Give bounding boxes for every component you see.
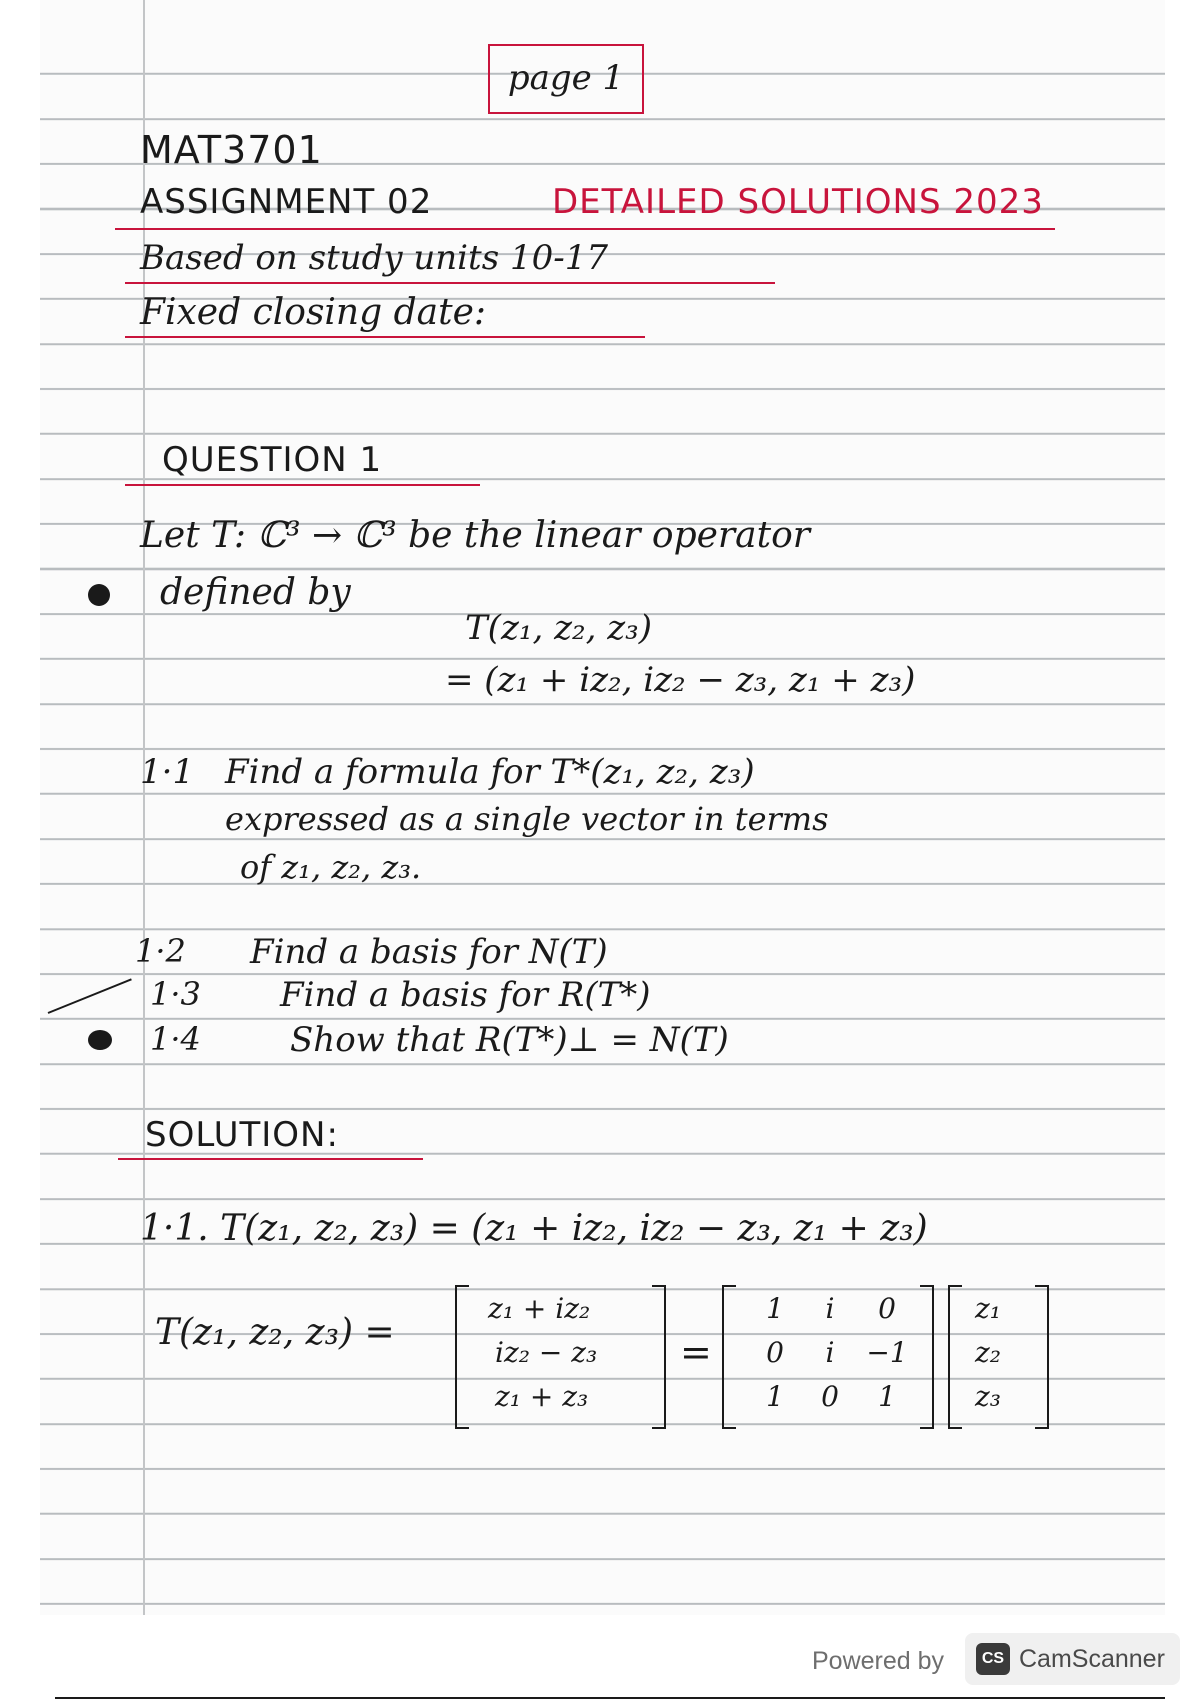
variable-entry: z₃ — [975, 1380, 1001, 1413]
equals-sign: = — [680, 1330, 712, 1374]
part-text: expressed as a single vector in terms — [225, 800, 829, 838]
definition-rhs: = (z₁ + iz₂, iz₂ − z₃, z₁ + z₃) — [445, 660, 916, 700]
part-text: of z₁, z₂, z₃. — [240, 848, 422, 886]
variable-entry: z₁ — [975, 1292, 1001, 1325]
header-underline — [115, 228, 1055, 230]
part-number: 1·3 — [150, 975, 201, 1013]
question-statement-cont: defined by — [160, 572, 351, 613]
part-number: 1·1 — [140, 752, 195, 792]
vector-entry: iz₂ − z₃ — [495, 1336, 598, 1369]
vector-entry: z₁ + iz₂ — [488, 1292, 591, 1325]
matrix-cell: 1 — [766, 1292, 784, 1325]
part-number: 1·4 — [150, 1020, 201, 1058]
question-statement: Let T: ℂ³ → ℂ³ be the linear operator — [140, 515, 810, 556]
matrix-cell: 0 — [766, 1336, 784, 1369]
course-code: MAT3701 — [140, 128, 323, 172]
matrix-bracket-right — [920, 1285, 934, 1429]
assignment-label: ASSIGNMENT 02 — [140, 182, 433, 222]
matrix-bracket-left — [722, 1285, 736, 1429]
question-title: QUESTION 1 — [162, 440, 383, 480]
matrix-cell: i — [825, 1292, 835, 1325]
part-text: Find a basis for N(T) — [250, 932, 608, 972]
closing-underline — [125, 336, 645, 338]
solution-title: SOLUTION: — [145, 1115, 339, 1155]
vector-bracket-left — [455, 1285, 469, 1429]
solution-underline — [118, 1158, 423, 1160]
closing-date: Fixed closing date: — [140, 292, 487, 333]
matrix-equation-lhs: T(z₁, z₂, z₃) = — [155, 1312, 395, 1353]
variables-bracket-left — [948, 1285, 962, 1429]
units-underline — [125, 282, 775, 284]
camscanner-logo-icon: CS — [976, 1643, 1010, 1675]
solution-step: 1·1. T(z₁, z₂, z₃) = (z₁ + iz₂, iz₂ − z₃, z₁ + z₃) — [140, 1208, 928, 1249]
definition-lhs: T(z₁, z₂, z₃) — [465, 608, 653, 648]
camscanner-brand: CamScanner — [1019, 1645, 1165, 1673]
punch-hole — [88, 1030, 112, 1050]
part-text: Show that R(T*)⊥ = N(T) — [290, 1020, 729, 1060]
matrix-cell: 0 — [821, 1380, 839, 1413]
part-text: Find a formula for T*(z₁, z₂, z₃) — [225, 752, 755, 792]
part-text: Find a basis for R(T*) — [280, 975, 651, 1015]
question-underline — [125, 484, 480, 486]
page-label: page 1 — [488, 44, 644, 114]
matrix-cell: i — [825, 1336, 835, 1369]
part-number: 1·2 — [135, 932, 186, 970]
bottom-rule — [55, 1697, 1165, 1699]
study-units: Based on study units 10-17 — [140, 238, 608, 278]
vector-bracket-right — [652, 1285, 666, 1429]
assignment-title: DETAILED SOLUTIONS 2023 — [552, 182, 1044, 222]
matrix-cell: −1 — [866, 1336, 908, 1369]
vector-entry: z₁ + z₃ — [495, 1380, 589, 1413]
matrix-cell: 0 — [878, 1292, 896, 1325]
matrix-cell: 1 — [766, 1380, 784, 1413]
variable-entry: z₂ — [975, 1336, 1001, 1369]
matrix-cell: 1 — [878, 1380, 896, 1413]
powered-by-text: Powered by — [812, 1647, 945, 1675]
punch-hole — [88, 584, 110, 606]
variables-bracket-right — [1035, 1285, 1049, 1429]
